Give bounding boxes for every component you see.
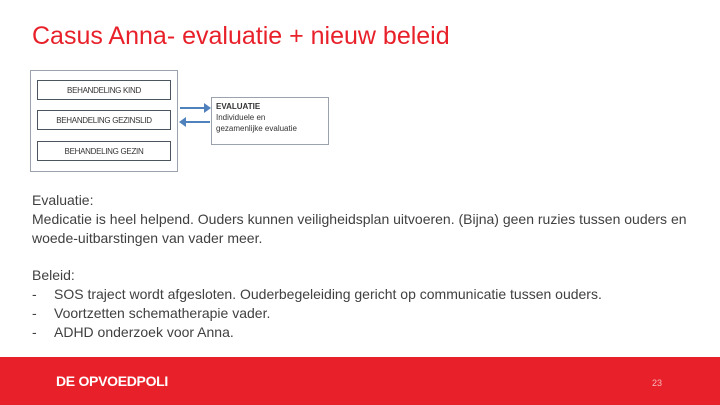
exchange-arrows: [178, 100, 212, 130]
arrow-right-icon: [180, 103, 211, 113]
evaluation-line: gezamenlijke evaluatie: [216, 124, 297, 133]
policy-item-text: ADHD onderzoek voor Anna.: [54, 324, 234, 340]
bullet-marker: -: [32, 286, 37, 302]
treatment-box-child: BEHANDELING KIND: [37, 80, 171, 100]
bullet-marker: -: [32, 305, 37, 321]
policy-item: [32, 285, 712, 304]
page-number: 23: [652, 378, 663, 388]
treatment-box-family-member: BEHANDELING GEZINSLID: [37, 110, 171, 130]
evaluation-heading: Evaluatie:: [32, 192, 94, 208]
policy-item: [32, 323, 712, 342]
evaluation-title: EVALUATIE: [216, 102, 261, 111]
policy-item-text: SOS traject wordt afgesloten. Ouderbegeleiding gericht op communicatie tussen ouders.: [54, 286, 602, 302]
evaluation-section: [32, 191, 702, 248]
policy-heading: Beleid:: [32, 267, 75, 283]
policy-item: [32, 304, 712, 323]
policy-item-text: Voortzetten schematherapie vader.: [54, 305, 271, 321]
footer-bar: [0, 357, 720, 405]
evaluation-text: Medicatie is heel helpend. Ouders kunnen veiligheidsplan uitvoeren. (Bijna) geen ruzies tussen ouders en woede-uitbarstingen van vader meer.: [32, 211, 687, 246]
treatment-diagram: [30, 70, 178, 172]
treatment-box-family: BEHANDELING GEZIN: [37, 141, 171, 161]
bullet-marker: -: [32, 324, 37, 340]
evaluation-line: Individuele en: [216, 113, 266, 122]
slide-title: Casus Anna- evaluatie + nieuw beleid: [32, 22, 450, 50]
brand-logo: DE OPVOEDPOLI: [56, 373, 169, 389]
policy-section: [32, 266, 712, 342]
arrow-left-icon: [179, 117, 210, 127]
evaluation-box: [211, 97, 329, 145]
